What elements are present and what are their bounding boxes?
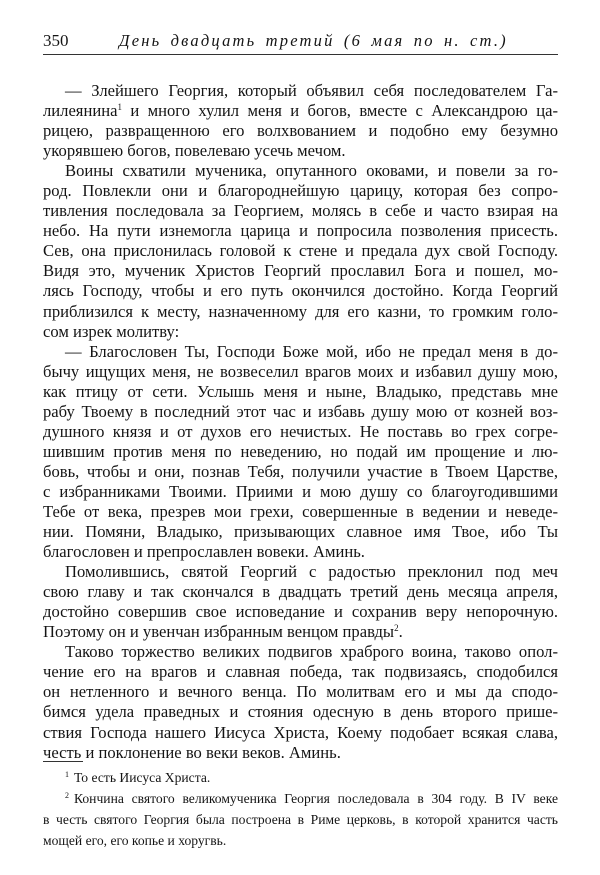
text-line: нии. Помяни, Владыко, призывающих славное имя Твое, ибо Ты <box>43 522 558 542</box>
footnote-2-line <box>43 788 558 809</box>
paragraph <box>43 342 558 563</box>
text-line: — Злейшего Георгия, который объявил себя последователем Га- <box>65 81 558 100</box>
text-line: лясь Господу, чтобы и его путь окончился достойно. Когда Георгий <box>43 281 558 301</box>
text-line: лилеянина$^1$ и много хулил меня и богов, вместе с Александрою ца- <box>43 101 558 121</box>
footnote-2-line: в честь святого Георгия была построена в Риме церковь, в которой хранится часть <box>43 812 558 827</box>
text-line: с избранниками Твоими. Приими и мою душу со благоугодившими <box>43 481 558 501</box>
text-line: душного князя и от духов его нечистых. Не поставь во грех согре- <box>43 421 558 441</box>
paragraph <box>43 81 558 161</box>
paragraph <box>43 161 558 341</box>
text-line: Тебе от века, презрев мои грехи, совершенные в ведении и неведе- <box>43 501 558 521</box>
footnote-mark: 1 <box>65 770 69 779</box>
footnote-text: Кончина святого великомученика Георгия последовала в 304 году. В IV веке <box>74 791 558 806</box>
text-line: Видя это, мученик Христов Георгий прославил Бога и пошел, мо- <box>43 261 558 281</box>
text-line: ствия Господа нашего Иисуса Христа, Коему подобает всякая слава, <box>43 722 558 742</box>
text-line: тивления последовала за Георгием, молясь в себе и часто взирая на <box>43 201 558 221</box>
running-title: День двадцать третий (6 мая по н. ст.) <box>119 31 508 50</box>
paragraph <box>43 562 558 642</box>
text-line: он нетленного и вечного венца. По молитвам его и мы да сподо- <box>43 682 558 702</box>
page-number: 350 <box>43 31 69 50</box>
text-line: благословен и препрославлен вовеки. Аминь. <box>43 542 365 562</box>
footnote-1 <box>43 767 558 788</box>
footnote-2-line: мощей его, его копье и хоругвь. <box>43 833 227 848</box>
footnotes <box>43 767 558 851</box>
text-line: — Благословен Ты, Господи Боже мой, ибо не предал меня в до- <box>65 341 558 361</box>
text-line: Поэтому он и увенчан избранным венцом правды$^2$. <box>43 622 403 642</box>
text-line: рабу Твоему в последний этот час и избавь душу мою от козней воз- <box>43 401 558 421</box>
text-line: Воины схватили мученика, опутанного оковами, и повели за го- <box>65 161 558 181</box>
footnote-text: То есть Иисуса Христа. <box>74 770 211 785</box>
text-line: небо. На пути изнемогла царица и попросила позволения присесть. <box>43 221 558 241</box>
text-line: честь и поклонение во веки веков. Аминь. <box>43 742 341 762</box>
text-line: бовь, чтобы и они, познав Тебя, получили участие в Твоем Царстве, <box>43 461 558 481</box>
paragraph <box>43 642 558 762</box>
text-line: Таково торжество великих подвигов храброго воина, таково опол- <box>65 642 558 662</box>
text-line: укорявшею богов, повелеваю усечь мечом. <box>43 141 346 161</box>
text-line: род. Повлекли они и благороднейшую царицу, которая без сопро- <box>43 181 558 201</box>
main-text <box>43 81 558 763</box>
footnote-reference[interactable]: 1 <box>117 102 122 113</box>
text-line: как птицу от сети. Услышь меня и ныне, Владыко, представь мне <box>43 381 558 401</box>
text-line: свою главу и так скончался в двадцать третий день месяца апреля, <box>43 582 558 602</box>
text-line: Помолившись, святой Георгий с радостью преклонил под меч <box>65 562 558 582</box>
footnote-divider <box>43 761 83 762</box>
text-line: бимся удела праведных и стояния одесную в день второго прише- <box>43 702 558 722</box>
text-line: рицею, развращенною его волхвованием и подобно ему безумно <box>43 121 558 141</box>
text-line: шившим против меня по неведению, но подай им прощение и лю- <box>43 441 558 461</box>
text-line: приблизился к месту, назначенному для его казни, то громким голо- <box>43 301 558 321</box>
running-header <box>43 29 558 55</box>
text-line: достойно совершив свое исповедание и сохранив веру непорочную. <box>43 602 558 622</box>
text-line: чение его на врагов и славная победа, так подвизаясь, сподобился <box>43 662 558 682</box>
text-line: Сев, она прислонилась головой к стене и предала дух свой Господу. <box>43 241 558 261</box>
footnote-mark: 2 <box>65 791 69 800</box>
text-line: сом изрек молитву: <box>43 321 180 341</box>
footnote-reference[interactable]: 2 <box>394 623 399 634</box>
text-line: бычу ищущих меня, не возвеселил врагов моих и избавил душу мою, <box>43 361 558 381</box>
